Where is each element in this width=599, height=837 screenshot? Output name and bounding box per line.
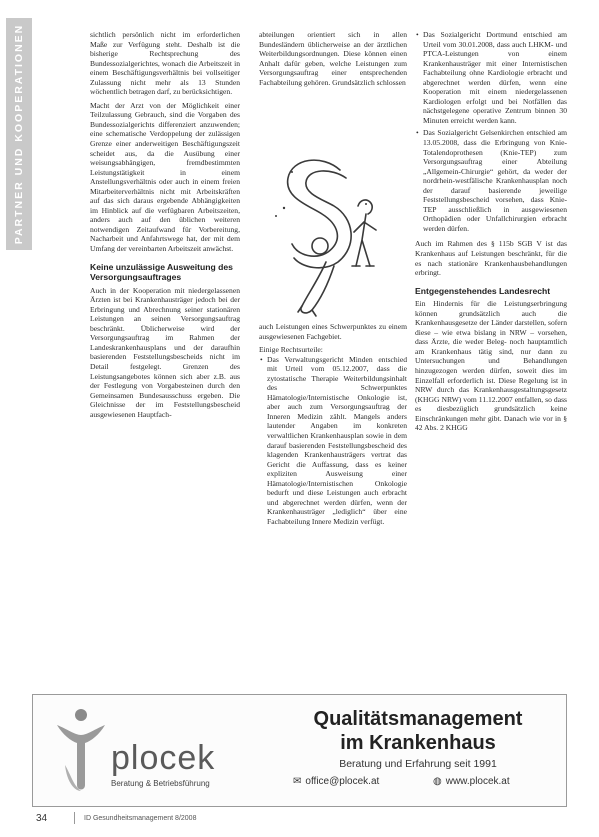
column-3 xyxy=(415,30,567,433)
globe-icon: ◍ xyxy=(433,776,442,787)
paragraph: Auch im Rahmen des § 115b SGB V ist das Krankenhaus auf Leistungen beschränkt, für die es nach stationäre Krankenhausbehandlungen erbringt. xyxy=(415,239,567,278)
section-tab-label: PARTNER UND KOOPERATIONEN xyxy=(13,23,25,245)
ad-headline-line-1: Qualitätsmanagement xyxy=(313,708,523,730)
ad-headline-line-2: im Krankenhaus xyxy=(340,732,496,754)
section-heading: Keine unzulässige Ausweitung des Versorgungsauftrages xyxy=(90,261,233,283)
list-item: • Das Verwaltungsgericht Minden entschied mit Urteil vom 05.12.2007, dass die zytostatische Therapie Weiterbildungsinhalt des Schwerpunktes Hämatologie/Internistische Onkologie ist, aber auch zum Versorgungsauftrag der Inneren Medizin zählt. Mangels anders lautender Angaben im konkreten verwaltlichen Krankenhausplan sowie in dem darauf basierenden Feststellungsbescheid des klagenden Krankenhausträgers vertrat das Gericht die Auffassung, dass es keiner expliziten Ausweisung einer Hämatologie/Internistischen Onkologie bedurft und diese Leistungen auch erbracht und abgerechnet werden dürfen, wenn der Krankenhausträger „lediglich“ über eine Fachabteilung Innere Medizin verfügt. xyxy=(267,355,407,527)
paragraph: sichtlich persönlich nicht im erforderlichen Maße zur Verfügung steht. Deshalb ist die bisherige Rechtsprechung des Bundessozialgerichtes, wonach die Arbeitszeit in einem Beschäftigungsverhältnis bei vollseitiger Zulassung nicht mehr als 13 Stunden wöchentlich betragen darf, zu berücksichtigen. xyxy=(90,30,240,97)
brand-name: plocek xyxy=(111,739,216,777)
paragraph-sign-illustration xyxy=(262,148,392,320)
list-item: • Das Sozialgericht Gelsenkirchen entschied am 13.05.2008, dass die Erbringung von Knie-Totalendoprothesen (Knie-TEP) zum Versorgungsauftrag einer Abteilung „Allgemein-Chirurgie“ gehört, da weder der nordrhein-westfälische Krankenhausplan noch der darauf basierende jeweilige Feststellungsbescheid vorsehen, dass Knie-TEP ausschließlich in ausgewiesenen Orthopädien oder Unfallchirurgien erbracht werden dürfen. xyxy=(423,128,567,233)
paragraph: Ein Hindernis für die Leistungserbringung können grundsätzlich auch die Krankenhausgesetze der Länder darstellen, sofern diese – wie etwa bislang in NRW – vorsehen, dass Ärzte, die weder Beleg- noch hauptamtlich am Krankenhaus tätig sind, nur dann zu Untersuchungen und Behandlungen hinzugezogen werden dürfen, soweit dies im Einzelfall erforderlich ist. Diese Regelung ist in NRW durch das Krankenhausgestaltungsgesetz (KHGG NRW) vom 11.12.2007 entfallen, so dass es diesbezüglich grundsätzlich keine Einschränkungen mehr gibt. Danach wie vor in § 42 Abs. 2 KHGG xyxy=(415,299,567,433)
list-label: Einige Rechtsurteile: xyxy=(259,345,323,355)
footer-divider xyxy=(74,812,75,824)
ad-headline xyxy=(273,707,563,755)
column-2 xyxy=(259,30,407,87)
website-link[interactable] xyxy=(433,776,510,787)
section-tab xyxy=(6,18,32,250)
advertisement xyxy=(32,694,567,807)
website-text: www.plocek.at xyxy=(445,776,510,787)
list-item: • Das Sozialgericht Dortmund entschied am Urteil vom 30.01.2008, dass auch LHKM- und PTCA-Leistungen von einem Krankenhausträger mit einer Internistischen Fachabteilung ohne Kardiologie erbracht und abgerechnet werden dürfen, wenn eine Kooperation mit einem niedergelassenen Kardiologen erfolgt und bei Notfällen das nächstgelegene operative Zentrum binnen 30 Minuten erreicht werden kann. xyxy=(423,30,567,125)
email-link[interactable] xyxy=(293,776,379,787)
section-heading: Entgegenstehendes Landesrecht xyxy=(415,285,551,296)
bullet-list xyxy=(415,30,567,233)
page-number: 34 xyxy=(36,813,48,824)
paragraph: Macht der Arzt von der Möglichkeit einer Teilzulassung Gebrauch, sind die Vorgaben des Bundessozialgerichts differenziert anzuwenden; eine schematische Verdoppelung der zulässigen Grenze einer anderweitigen Beschäftigungszeit scheidet aus, da die Ausübung einer weisungsabhängigen, fremdbestimmten Leistungstätigkeit in einem Anstellungsverhältnis oder auch in einem freien Mitarbeiterverhältnis nicht mit Arbeitskräften auf das sich daraus ergebende Abhängigkeiten im Hinblick auf die verfügbaren Arbeitszeiten, anders auch auf den üblichen weiteren notwendigen Zeitaufwand für Vorbereitung, Nacharbeit und Anfahrtswege hat, der mit dem Umfang der vereinbarten Arbeitszeit anwächst. xyxy=(90,100,240,254)
bullet-list xyxy=(259,355,407,527)
email-text: office@plocek.at xyxy=(305,776,380,787)
column-1 xyxy=(90,30,240,419)
paragraph: abteilungen orientiert sich in allen Bundesländern üblicherweise an der ärztlichen Weiterbildungsordnungen. Diese können einen Anhalt dafür geben, welche Leistungen zum Versorgungsauftrag einer entsprechenden Fachabteilung gehören. Grundsätzlich schlossen xyxy=(259,30,407,87)
publication-source: ID Gesundheitsmanagement 8/2008 xyxy=(84,815,197,822)
column-2-lower xyxy=(259,322,407,526)
paragraph: auch Leistungen eines Schwerpunktes zu einem ausgewiesenen Fachgebiet. xyxy=(259,322,407,341)
plocek-logo xyxy=(51,705,251,795)
paragraph: Auch in der Kooperation mit niedergelassenen Ärzten ist bei Krankenhausträger jedoch bei der Erbringung und Abrechnung seiner stationären Leistungen an seinen Versorgungsauftrag beschränkt. Üblicherweise wird der Versorgungsauftrag im Rahmen der Landeskrankenhausplans und der daraufhin basierenden Feststellungsbescheids nicht im Detail festgelegt. Grenzen des Leistungsangebotes können sich aber z.B. aus der Festlegung von Vorgabesteinen durch den Gemeinsamen Bundesausschuss ergeben. Die Gleichnisse der im Feststellungsbescheid ausgewiesenen Hauptfach- xyxy=(90,285,240,419)
brand-tagline: Beratung & Betriebsführung xyxy=(111,779,210,788)
figure-logo-icon xyxy=(51,705,111,797)
ad-subline: Beratung und Erfahrung seit 1991 xyxy=(339,758,497,770)
envelope-icon: ✉ xyxy=(293,776,302,787)
